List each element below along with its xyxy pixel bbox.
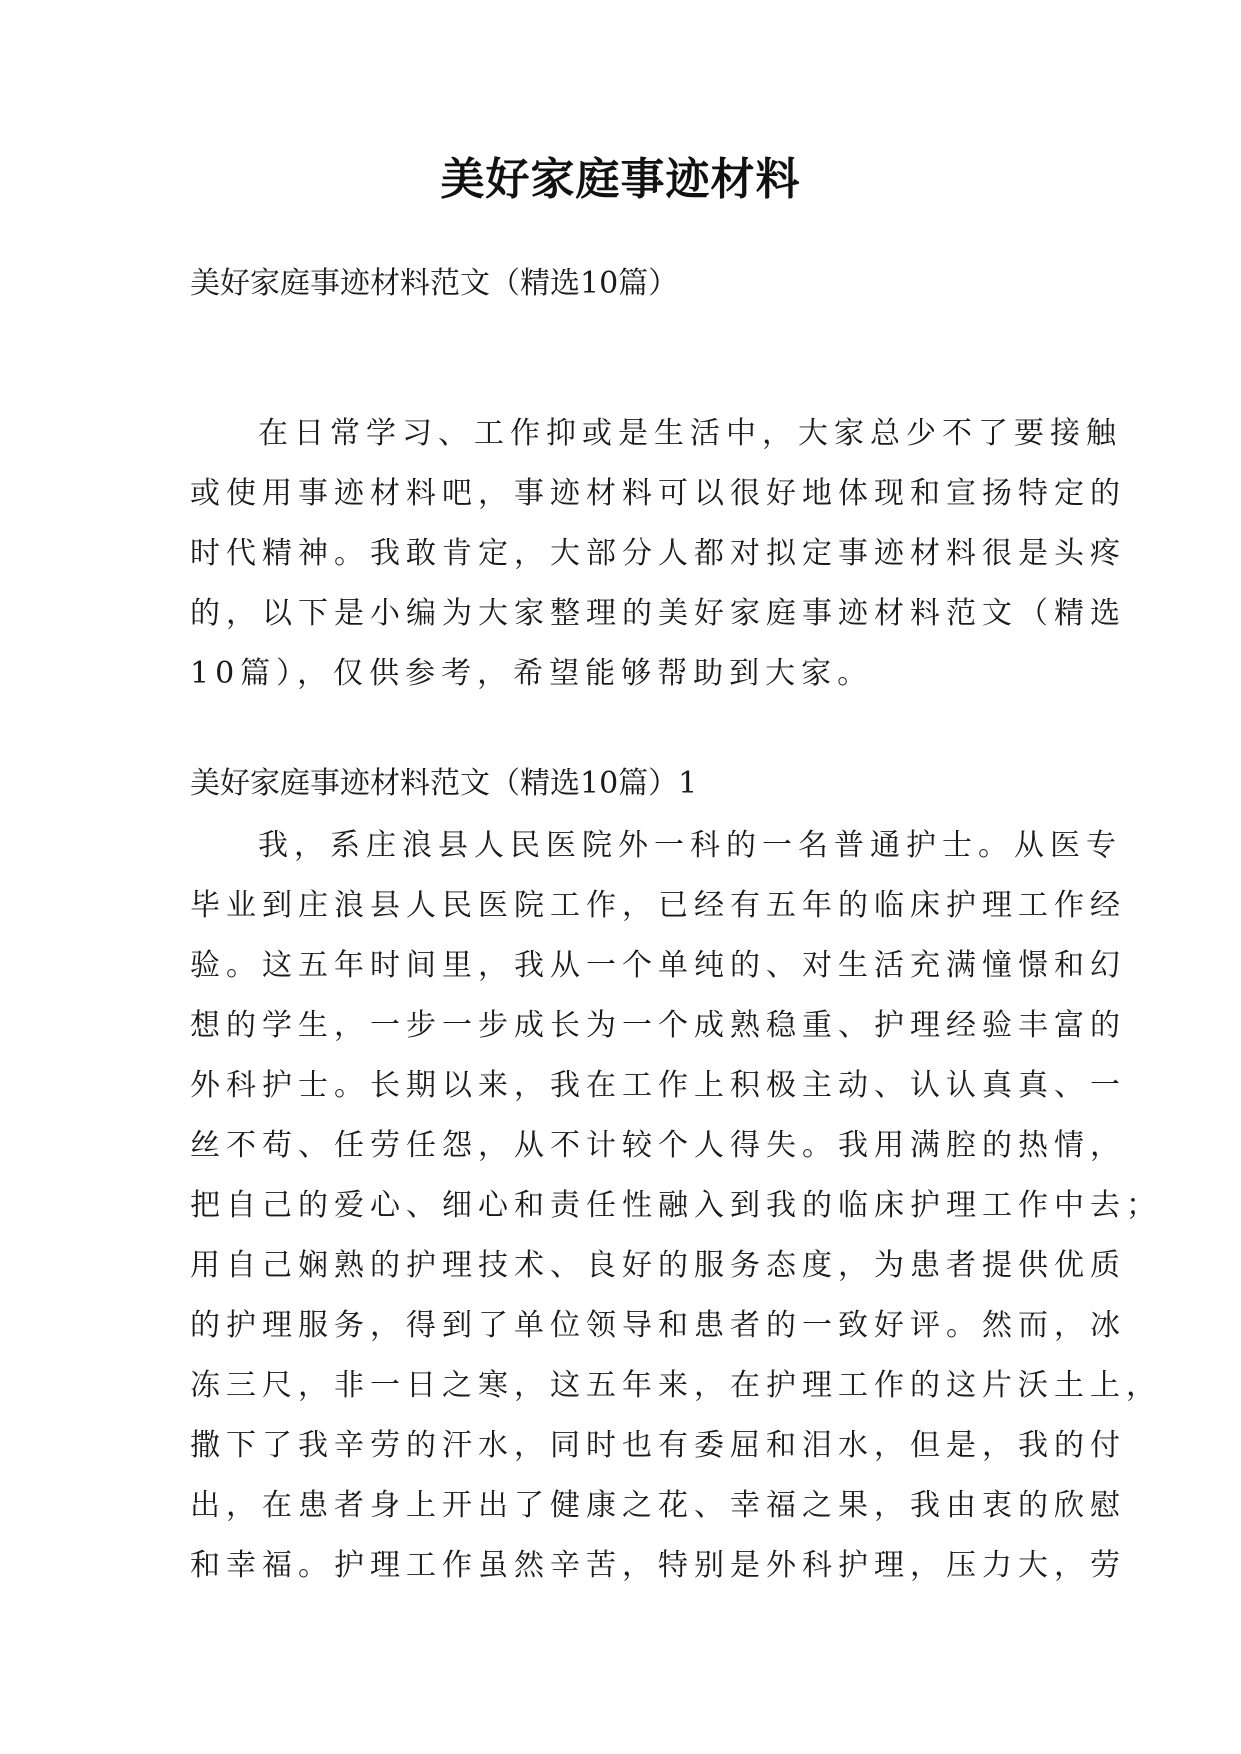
body-line: 想的学生，一步一步成长为一个成熟稳重、护理经验丰富的 xyxy=(190,1008,1126,1043)
body-line: 的护理服务，得到了单位领导和患者的一致好评。然而，冰 xyxy=(190,1308,1126,1343)
body-line: 丝不苟、任劳任怨，从不计较个人得失。我用满腔的热情， xyxy=(190,1128,1126,1163)
body-line: 验。这五年时间里，我从一个单纯的、对生活充满憧憬和幻 xyxy=(190,948,1126,983)
body-line: 冻三尺，非一日之寒，这五年来，在护理工作的这片沃土上， xyxy=(190,1368,1162,1403)
intro-line: 在日常学习、工作抑或是生活中，大家总少不了要接触 xyxy=(258,416,1122,451)
intro-paragraph xyxy=(190,404,1126,704)
intro-line: 的，以下是小编为大家整理的美好家庭事迹材料范文（精选 xyxy=(190,596,1126,631)
body-line: 外科护士。长期以来，我在工作上积极主动、认认真真、一 xyxy=(190,1068,1126,1103)
body-line: 出，在患者身上开出了健康之花、幸福之果，我由衷的欣慰 xyxy=(190,1488,1126,1523)
body-line: 和幸福。护理工作虽然辛苦，特别是外科护理，压力大，劳 xyxy=(190,1548,1126,1583)
intro-line: 10篇），仅供参考，希望能够帮助到大家。 xyxy=(190,656,874,691)
body-line: 把自己的爱心、细心和责任性融入到我的临床护理工作中去； xyxy=(190,1188,1162,1223)
section-heading: 美好家庭事迹材料范文（精选10篇）1 xyxy=(190,766,698,801)
body-line: 撒下了我辛劳的汗水，同时也有委屈和泪水，但是，我的付 xyxy=(190,1428,1126,1463)
body-paragraph xyxy=(190,816,1162,1596)
document-subtitle: 美好家庭事迹材料范文（精选10篇） xyxy=(190,266,679,301)
body-line: 用自己娴熟的护理技术、良好的服务态度，为患者提供优质 xyxy=(190,1248,1126,1283)
intro-line: 时代精神。我敢肯定，大部分人都对拟定事迹材料很是头疼 xyxy=(190,536,1126,571)
intro-line: 或使用事迹材料吧，事迹材料可以很好地体现和宣扬特定的 xyxy=(190,476,1126,511)
document-title: 美好家庭事迹材料 xyxy=(440,154,801,205)
body-line: 我，系庄浪县人民医院外一科的一名普通护士。从医专 xyxy=(258,828,1122,863)
body-line: 毕业到庄浪县人民医院工作，已经有五年的临床护理工作经 xyxy=(190,888,1126,923)
